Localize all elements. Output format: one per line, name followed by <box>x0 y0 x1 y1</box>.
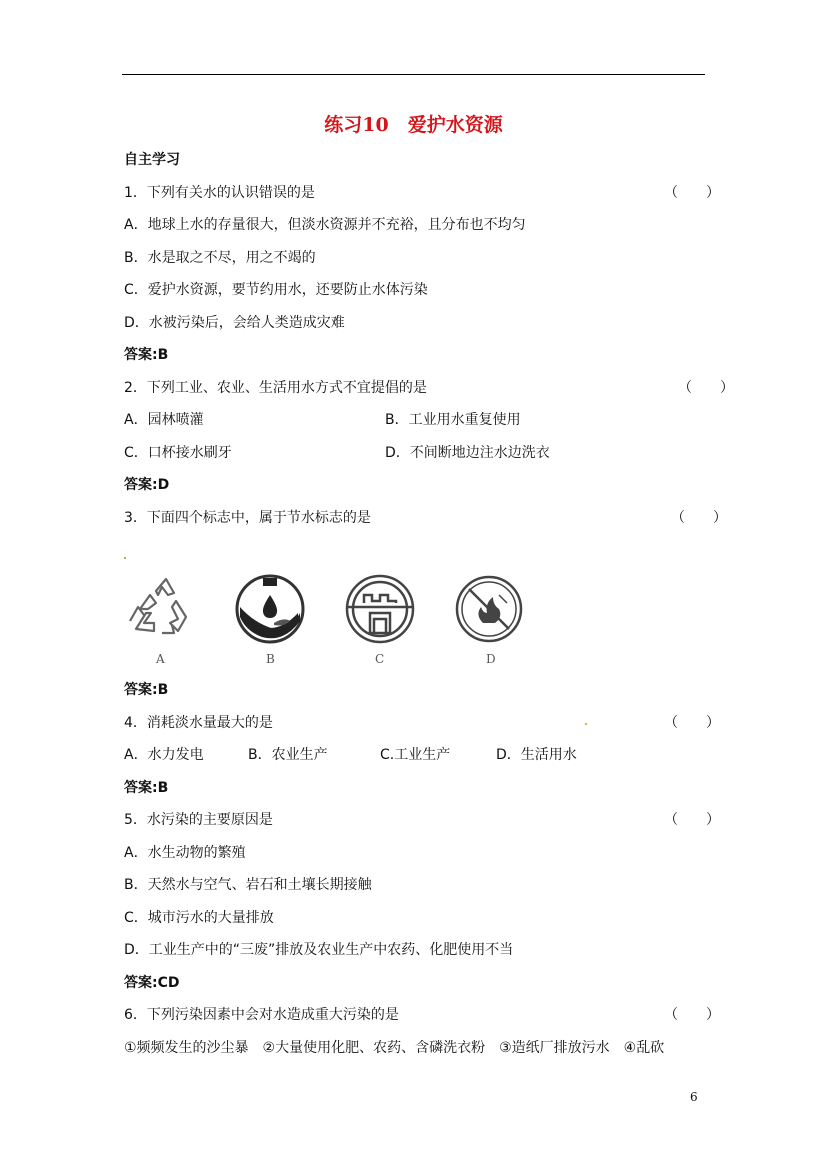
q3-stem: 3．下面四个标志中，属于节水标志的是 <box>124 510 371 526</box>
logo-label-d: D <box>486 652 496 666</box>
q3-answer: 答案:B <box>124 682 169 698</box>
q4-answer: 答案:B <box>124 780 169 796</box>
q1-option-d: D．水被污染后，会给人类造成灾难 <box>124 315 345 331</box>
q6-options: ①频频发生的沙尘暴 ②大量使用化肥、农药、含磷洗衣粉 ③造纸厂排放污水 ④乱砍 <box>124 1040 665 1056</box>
q2-option-a: A．园林喷灌 <box>124 412 204 428</box>
logo-label-c: C <box>375 652 385 666</box>
q2-answer: 答案:D <box>124 477 170 493</box>
q4-stem: 4．消耗淡水量最大的是 <box>124 715 273 731</box>
q5-stem: 5．水污染的主要原因是 <box>124 812 273 828</box>
q1-blank: （ ） <box>664 185 720 201</box>
stray-mark <box>124 557 126 559</box>
q2-blank: （ ） <box>678 380 734 396</box>
q4-option-d: D．生活用水 <box>496 747 577 763</box>
stray-mark <box>585 723 587 725</box>
page-title: 练习10 爱护水资源 <box>324 114 503 136</box>
q5-option-c: C．城市污水的大量排放 <box>124 910 274 926</box>
q2-stem: 2．下列工业、农业、生活用水方式不宜提倡的是 <box>124 380 427 396</box>
no-fire-icon <box>453 573 525 649</box>
recycle-icon <box>124 573 196 649</box>
q1-option-c: C．爱护水资源，要节约用水，还要防止水体污染 <box>124 282 428 298</box>
q2-option-d: D．不间断地边注水边洗衣 <box>385 445 550 461</box>
q2-option-c: C．口杯接水刷牙 <box>124 445 232 461</box>
q5-option-b: B．天然水与空气、岩石和土壤长期接触 <box>124 877 372 893</box>
water-saving-icon <box>234 573 306 649</box>
q5-answer: 答案:CD <box>124 975 180 991</box>
q5-option-d: D．工业生产中的“三废”排放及农业生产中农药、化肥使用不当 <box>124 942 514 958</box>
q4-blank: （ ） <box>664 715 720 731</box>
section-heading: 自主学习 <box>124 152 180 168</box>
q3-blank: （ ） <box>671 510 727 526</box>
q2-option-b: B．工业用水重复使用 <box>385 412 521 428</box>
q6-blank: （ ） <box>664 1007 720 1023</box>
header-rule <box>122 74 705 75</box>
q1-option-b: B．水是取之不尽，用之不竭的 <box>124 250 316 266</box>
q5-option-a: A．水生动物的繁殖 <box>124 845 246 861</box>
q6-stem: 6．下列污染因素中会对水造成重大污染的是 <box>124 1007 399 1023</box>
logo-label-b: B <box>266 652 275 666</box>
q4-option-a: A．水力发电 <box>124 747 204 763</box>
q4-option-c: C.工业生产 <box>380 747 451 763</box>
page-number: 6 <box>690 1090 698 1104</box>
q1-answer: 答案:B <box>124 347 169 363</box>
logo-label-a: A <box>156 652 165 666</box>
building-emblem-icon <box>344 573 416 649</box>
q1-stem: 1．下列有关水的认识错误的是 <box>124 185 315 201</box>
q1-option-a: A．地球上水的存量很大，但淡水资源并不充裕，且分布也不均匀 <box>124 217 526 233</box>
q5-blank: （ ） <box>664 812 720 828</box>
q4-option-b: B．农业生产 <box>248 747 328 763</box>
